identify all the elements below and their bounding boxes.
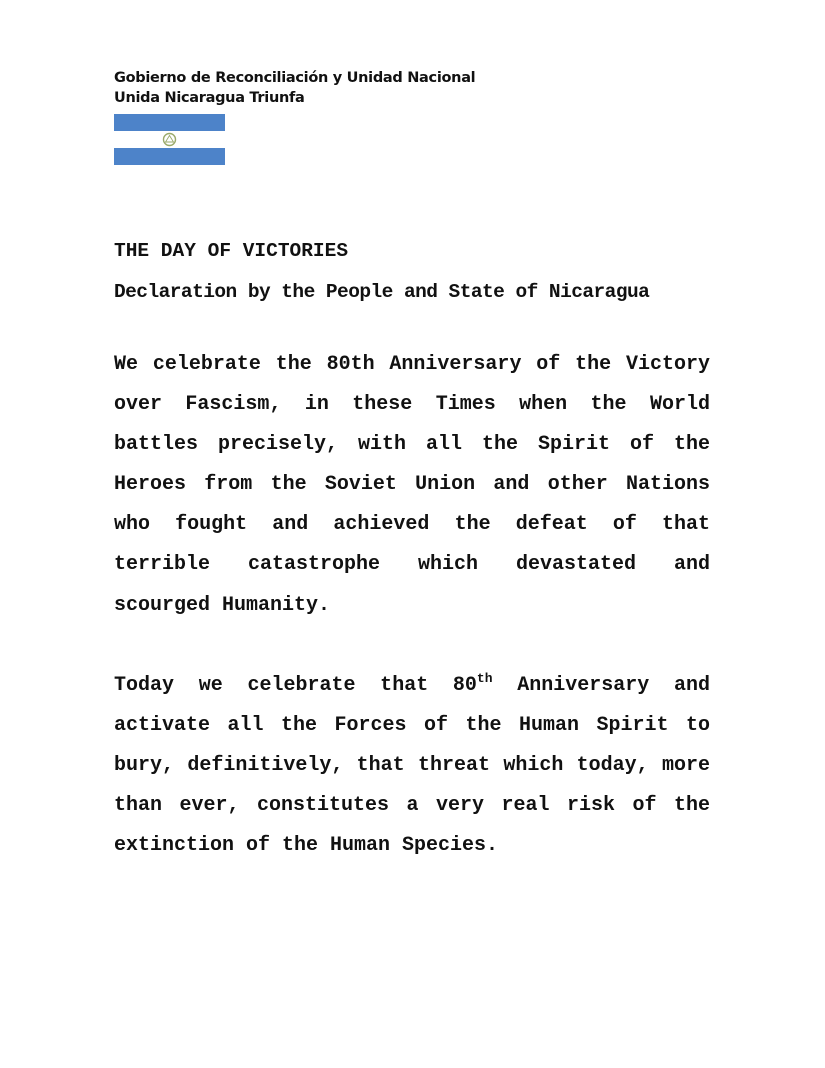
nicaragua-flag-icon	[114, 114, 225, 165]
letterhead-slogan: Unida Nicaragua Triunfa	[114, 90, 305, 106]
paragraph-2-start: Today we celebrate that 80	[114, 674, 477, 697]
paragraph-2-rest: Anniversary and activate all the Forces of the Human Spirit to bury, definitively, that threat which today, more than ever, constitutes a very real risk of the extinction of the Human Species.	[114, 674, 710, 858]
letterhead-government-name: Gobierno de Reconciliación y Unidad Nacional	[114, 70, 476, 86]
letterhead	[114, 68, 475, 108]
document-subtitle: Declaration by the People and State of Nicaragua	[114, 281, 650, 303]
document-title: THE DAY OF VICTORIES	[114, 240, 349, 262]
paragraph-2	[114, 666, 710, 866]
flag-bottom-stripe	[114, 148, 225, 165]
ordinal-superscript: th	[476, 671, 493, 686]
flag-top-stripe	[114, 114, 225, 131]
paragraph-1: We celebrate the 80th Anniversary of the Victory over Fascism, in these Times when the World battles precisely, with all the Spirit of the Heroes from the Soviet Union and other Nations who fought and achieved the defeat of that terrible catastrophe which devastated and scourged Humanity.	[114, 353, 710, 617]
